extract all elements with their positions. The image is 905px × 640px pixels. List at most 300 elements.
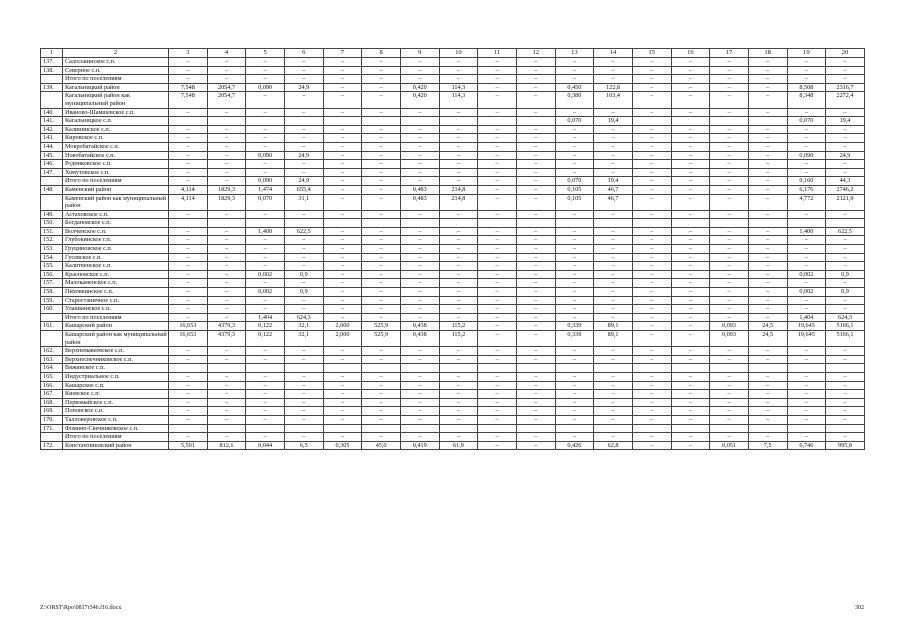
value-cell: – xyxy=(555,347,594,356)
row-number: 159. xyxy=(41,296,63,305)
value-cell: 0,339 xyxy=(555,322,594,331)
value-cell: – xyxy=(478,390,517,399)
row-name: Пиховкинское с.п. xyxy=(63,288,169,297)
row-name: Родниковское с.п. xyxy=(63,160,169,169)
value-cell: – xyxy=(516,347,555,356)
value-cell xyxy=(710,364,749,373)
header-cell: 13 xyxy=(555,49,594,58)
row-name: Итого по поселениям xyxy=(63,177,169,186)
value-cell: – xyxy=(478,227,517,236)
row-number: 144. xyxy=(41,142,63,151)
value-cell: – xyxy=(594,415,633,424)
value-cell: – xyxy=(478,194,517,210)
value-cell xyxy=(439,117,478,126)
value-cell: – xyxy=(169,398,208,407)
row-name: Мокробатайское с.п. xyxy=(63,142,169,151)
value-cell: – xyxy=(207,347,246,356)
value-cell: – xyxy=(246,279,285,288)
row-name: Астаховское с.п. xyxy=(63,210,169,219)
value-cell: 812,1 xyxy=(207,441,246,450)
value-cell: – xyxy=(439,168,478,177)
value-cell: – xyxy=(516,270,555,279)
value-cell: – xyxy=(362,270,401,279)
value-cell: – xyxy=(710,296,749,305)
value-cell: – xyxy=(594,151,633,160)
value-cell: – xyxy=(671,134,710,143)
value-cell: – xyxy=(246,142,285,151)
value-cell: – xyxy=(787,66,826,75)
value-cell: – xyxy=(555,398,594,407)
row-number: 147. xyxy=(41,168,63,177)
value-cell: – xyxy=(478,355,517,364)
value-cell: – xyxy=(787,381,826,390)
value-cell: 4379,3 xyxy=(207,331,246,347)
value-cell xyxy=(787,364,826,373)
value-cell: – xyxy=(207,390,246,399)
value-cell: 46,7 xyxy=(594,185,633,194)
value-cell: 0,105 xyxy=(555,185,594,194)
value-cell xyxy=(671,117,710,126)
value-cell: 7,5 xyxy=(748,441,787,450)
value-cell xyxy=(632,219,671,228)
value-cell: – xyxy=(516,245,555,254)
value-cell: 0,305 xyxy=(323,441,362,450)
document-page xyxy=(40,48,864,450)
value-cell: – xyxy=(478,83,517,92)
row-name: Улашкинское с.п. xyxy=(63,305,169,314)
value-cell: 2054,7 xyxy=(207,83,246,92)
value-cell: 19,4 xyxy=(594,117,633,126)
value-cell: 0,070 xyxy=(555,117,594,126)
value-cell: – xyxy=(555,245,594,254)
value-cell: – xyxy=(246,262,285,271)
table-row xyxy=(41,305,865,314)
value-cell: – xyxy=(748,83,787,92)
value-cell: – xyxy=(323,142,362,151)
value-cell: – xyxy=(787,305,826,314)
value-cell: – xyxy=(169,372,208,381)
value-cell: – xyxy=(748,66,787,75)
value-cell: – xyxy=(632,313,671,322)
value-cell: – xyxy=(323,262,362,271)
value-cell: – xyxy=(787,236,826,245)
value-cell: – xyxy=(400,270,439,279)
value-cell: – xyxy=(632,262,671,271)
value-cell: – xyxy=(632,83,671,92)
value-cell: – xyxy=(439,381,478,390)
value-cell: – xyxy=(439,296,478,305)
value-cell: 0,044 xyxy=(246,441,285,450)
row-name: Хомутовское с.п. xyxy=(63,168,169,177)
value-cell: – xyxy=(594,227,633,236)
value-cell: – xyxy=(400,398,439,407)
value-cell: – xyxy=(632,390,671,399)
value-cell: – xyxy=(207,415,246,424)
row-number xyxy=(41,331,63,347)
value-cell: – xyxy=(748,433,787,442)
value-cell: – xyxy=(555,390,594,399)
value-cell: 4,114 xyxy=(169,194,208,210)
value-cell: – xyxy=(169,347,208,356)
header-cell: 5 xyxy=(246,49,285,58)
value-cell: – xyxy=(207,160,246,169)
value-cell: – xyxy=(207,177,246,186)
row-name: Новобатайское с.п. xyxy=(63,151,169,160)
table-row xyxy=(41,331,865,347)
value-cell: – xyxy=(478,441,517,450)
value-cell xyxy=(478,117,517,126)
table-row xyxy=(41,433,865,442)
value-cell: – xyxy=(478,160,517,169)
value-cell: – xyxy=(284,142,323,151)
table-row xyxy=(41,177,865,186)
row-number: 153. xyxy=(41,245,63,254)
value-cell: – xyxy=(516,177,555,186)
value-cell: – xyxy=(478,134,517,143)
value-cell: 1829,3 xyxy=(207,194,246,210)
header-cell: 15 xyxy=(632,49,671,58)
value-cell: – xyxy=(400,75,439,84)
value-cell: – xyxy=(671,441,710,450)
value-cell: – xyxy=(632,125,671,134)
value-cell: – xyxy=(284,279,323,288)
value-cell: – xyxy=(632,433,671,442)
value-cell: – xyxy=(516,331,555,347)
value-cell: 115,2 xyxy=(439,331,478,347)
row-name: Верхнемакеевское с.п. xyxy=(63,347,169,356)
value-cell: – xyxy=(478,433,517,442)
value-cell: – xyxy=(362,58,401,67)
value-cell: – xyxy=(439,125,478,134)
value-cell: – xyxy=(710,108,749,117)
value-cell xyxy=(362,364,401,373)
value-cell: 31,1 xyxy=(284,194,323,210)
value-cell: – xyxy=(787,245,826,254)
value-cell: – xyxy=(284,134,323,143)
value-cell: – xyxy=(284,210,323,219)
value-cell: – xyxy=(555,134,594,143)
value-cell: – xyxy=(207,227,246,236)
value-cell: – xyxy=(710,151,749,160)
value-cell: – xyxy=(439,433,478,442)
value-cell: – xyxy=(400,160,439,169)
value-cell: – xyxy=(207,58,246,67)
value-cell: – xyxy=(594,398,633,407)
value-cell: – xyxy=(710,125,749,134)
value-cell: – xyxy=(555,262,594,271)
value-cell: – xyxy=(478,415,517,424)
value-cell: 24,9 xyxy=(284,83,323,92)
value-cell: – xyxy=(207,108,246,117)
table-row xyxy=(41,236,865,245)
value-cell: – xyxy=(632,441,671,450)
value-cell: – xyxy=(246,305,285,314)
header-cell: 9 xyxy=(400,49,439,58)
value-cell: – xyxy=(671,142,710,151)
value-cell xyxy=(284,219,323,228)
value-cell: – xyxy=(555,142,594,151)
row-name: Салоськинское с.п. xyxy=(63,58,169,67)
table-row xyxy=(41,364,865,373)
value-cell: – xyxy=(632,253,671,262)
value-cell: – xyxy=(439,407,478,416)
value-cell: – xyxy=(478,125,517,134)
value-cell: – xyxy=(246,398,285,407)
value-cell: – xyxy=(323,83,362,92)
value-cell: – xyxy=(632,415,671,424)
value-cell: – xyxy=(323,279,362,288)
header-cell: 7 xyxy=(323,49,362,58)
value-cell: – xyxy=(826,75,865,84)
value-cell xyxy=(362,424,401,433)
value-cell: 114,3 xyxy=(439,92,478,108)
value-cell: – xyxy=(169,355,208,364)
value-cell xyxy=(555,219,594,228)
value-cell: – xyxy=(400,168,439,177)
value-cell: – xyxy=(555,236,594,245)
value-cell: – xyxy=(284,347,323,356)
value-cell: – xyxy=(516,151,555,160)
value-cell: – xyxy=(748,253,787,262)
value-cell: – xyxy=(555,355,594,364)
table-row xyxy=(41,125,865,134)
value-cell: 5,501 xyxy=(169,441,208,450)
value-cell: – xyxy=(246,253,285,262)
table-row xyxy=(41,160,865,169)
value-cell: – xyxy=(246,433,285,442)
value-cell: 61,9 xyxy=(439,441,478,450)
value-cell: – xyxy=(439,347,478,356)
value-cell: – xyxy=(207,398,246,407)
row-name: Кагальницкий район xyxy=(63,83,169,92)
value-cell: – xyxy=(671,305,710,314)
value-cell: – xyxy=(207,236,246,245)
value-cell: 0,419 xyxy=(400,441,439,450)
row-number: 140. xyxy=(41,108,63,117)
header-cell: 19 xyxy=(787,49,826,58)
value-cell: – xyxy=(169,253,208,262)
value-cell: – xyxy=(362,288,401,297)
value-cell: – xyxy=(400,347,439,356)
value-cell: – xyxy=(671,160,710,169)
value-cell xyxy=(671,424,710,433)
value-cell: – xyxy=(207,372,246,381)
value-cell: – xyxy=(516,279,555,288)
value-cell: – xyxy=(632,347,671,356)
value-cell: – xyxy=(787,160,826,169)
value-cell: 0,438 xyxy=(400,322,439,331)
row-name: Малокаменское с.п. xyxy=(63,279,169,288)
value-cell: – xyxy=(710,75,749,84)
value-cell: – xyxy=(246,390,285,399)
value-cell: 24,5 xyxy=(748,331,787,347)
value-cell: – xyxy=(516,92,555,108)
value-cell: – xyxy=(748,125,787,134)
value-cell: – xyxy=(516,381,555,390)
value-cell: – xyxy=(323,66,362,75)
value-cell: – xyxy=(826,210,865,219)
row-number: 146. xyxy=(41,160,63,169)
header-cell: 4 xyxy=(207,49,246,58)
value-cell: 32,1 xyxy=(284,322,323,331)
value-cell: – xyxy=(478,108,517,117)
value-cell: – xyxy=(284,433,323,442)
value-cell: – xyxy=(710,236,749,245)
value-cell xyxy=(748,424,787,433)
value-cell xyxy=(826,424,865,433)
value-cell: – xyxy=(516,125,555,134)
value-cell: – xyxy=(710,381,749,390)
value-cell: – xyxy=(169,168,208,177)
value-cell xyxy=(516,424,555,433)
value-cell: – xyxy=(826,398,865,407)
row-number: 149. xyxy=(41,210,63,219)
value-cell: – xyxy=(594,296,633,305)
value-cell: 1829,3 xyxy=(207,185,246,194)
value-cell: – xyxy=(439,262,478,271)
value-cell: 7,548 xyxy=(169,92,208,108)
row-name: Калининское с.п. xyxy=(63,125,169,134)
value-cell: – xyxy=(362,381,401,390)
value-cell: – xyxy=(362,66,401,75)
value-cell: – xyxy=(555,151,594,160)
value-cell: – xyxy=(478,253,517,262)
value-cell xyxy=(710,219,749,228)
value-cell xyxy=(632,364,671,373)
row-number: 148. xyxy=(41,185,63,194)
value-cell: – xyxy=(516,262,555,271)
value-cell: – xyxy=(671,407,710,416)
row-name: Поповское с.п. xyxy=(63,407,169,416)
value-cell: – xyxy=(594,262,633,271)
value-cell: – xyxy=(478,398,517,407)
value-cell: 122,8 xyxy=(594,83,633,92)
value-cell: 624,3 xyxy=(284,313,323,322)
value-cell: – xyxy=(323,415,362,424)
value-cell: – xyxy=(207,151,246,160)
table-row xyxy=(41,441,865,450)
row-name: Талловеровское с.п. xyxy=(63,415,169,424)
value-cell: – xyxy=(362,177,401,186)
value-cell: – xyxy=(748,245,787,254)
value-cell: – xyxy=(478,322,517,331)
row-number: 150. xyxy=(41,219,63,228)
value-cell: – xyxy=(594,433,633,442)
value-cell: – xyxy=(246,92,285,108)
value-cell: – xyxy=(671,288,710,297)
value-cell xyxy=(362,219,401,228)
value-cell: – xyxy=(748,398,787,407)
value-cell: – xyxy=(787,210,826,219)
value-cell: – xyxy=(826,390,865,399)
value-cell: – xyxy=(439,227,478,236)
value-cell: – xyxy=(555,210,594,219)
header-cell: 12 xyxy=(516,49,555,58)
value-cell: – xyxy=(439,305,478,314)
value-cell xyxy=(478,219,517,228)
value-cell: – xyxy=(400,253,439,262)
value-cell: – xyxy=(787,142,826,151)
row-number: 167. xyxy=(41,390,63,399)
value-cell: – xyxy=(478,236,517,245)
value-cell: – xyxy=(169,381,208,390)
table-row xyxy=(41,347,865,356)
value-cell: – xyxy=(671,355,710,364)
row-number xyxy=(41,92,63,108)
value-cell xyxy=(169,117,208,126)
value-cell: – xyxy=(826,245,865,254)
value-cell: – xyxy=(362,279,401,288)
value-cell: 24,9 xyxy=(826,151,865,160)
value-cell: – xyxy=(207,210,246,219)
value-cell: – xyxy=(516,185,555,194)
value-cell: – xyxy=(787,58,826,67)
value-cell: – xyxy=(246,236,285,245)
value-cell: – xyxy=(671,75,710,84)
value-cell: – xyxy=(284,381,323,390)
value-cell: – xyxy=(516,390,555,399)
row-number: 137. xyxy=(41,58,63,67)
value-cell: – xyxy=(400,58,439,67)
value-cell: – xyxy=(478,185,517,194)
value-cell: – xyxy=(362,142,401,151)
value-cell: – xyxy=(323,270,362,279)
value-cell: 44,3 xyxy=(826,177,865,186)
value-cell: – xyxy=(671,279,710,288)
value-cell: – xyxy=(787,134,826,143)
value-cell: – xyxy=(362,296,401,305)
value-cell: – xyxy=(632,160,671,169)
value-cell: – xyxy=(516,372,555,381)
value-cell: – xyxy=(516,108,555,117)
value-cell: – xyxy=(516,296,555,305)
value-cell: – xyxy=(787,296,826,305)
value-cell: – xyxy=(400,372,439,381)
row-number: 160. xyxy=(41,305,63,314)
value-cell: – xyxy=(323,236,362,245)
value-cell: – xyxy=(748,108,787,117)
value-cell xyxy=(207,117,246,126)
value-cell: – xyxy=(478,92,517,108)
value-cell: – xyxy=(632,355,671,364)
value-cell: – xyxy=(284,75,323,84)
row-name: Итого по поселениям xyxy=(63,433,169,442)
header-cell: 18 xyxy=(748,49,787,58)
value-cell: – xyxy=(362,236,401,245)
value-cell: – xyxy=(284,245,323,254)
value-cell: 0,002 xyxy=(246,288,285,297)
value-cell: – xyxy=(284,296,323,305)
row-number: 168. xyxy=(41,398,63,407)
value-cell xyxy=(323,424,362,433)
value-cell: – xyxy=(323,407,362,416)
value-cell: 16,653 xyxy=(169,331,208,347)
value-cell: – xyxy=(246,381,285,390)
table-row xyxy=(41,66,865,75)
value-cell: – xyxy=(400,125,439,134)
value-cell: – xyxy=(362,372,401,381)
value-cell: 89,1 xyxy=(594,322,633,331)
table-row xyxy=(41,92,865,108)
value-cell: – xyxy=(632,168,671,177)
value-cell: – xyxy=(516,83,555,92)
value-cell: – xyxy=(710,210,749,219)
value-cell: – xyxy=(362,125,401,134)
value-cell: – xyxy=(594,108,633,117)
value-cell: 0,093 xyxy=(710,322,749,331)
row-number: 145. xyxy=(41,151,63,160)
value-cell: – xyxy=(826,279,865,288)
